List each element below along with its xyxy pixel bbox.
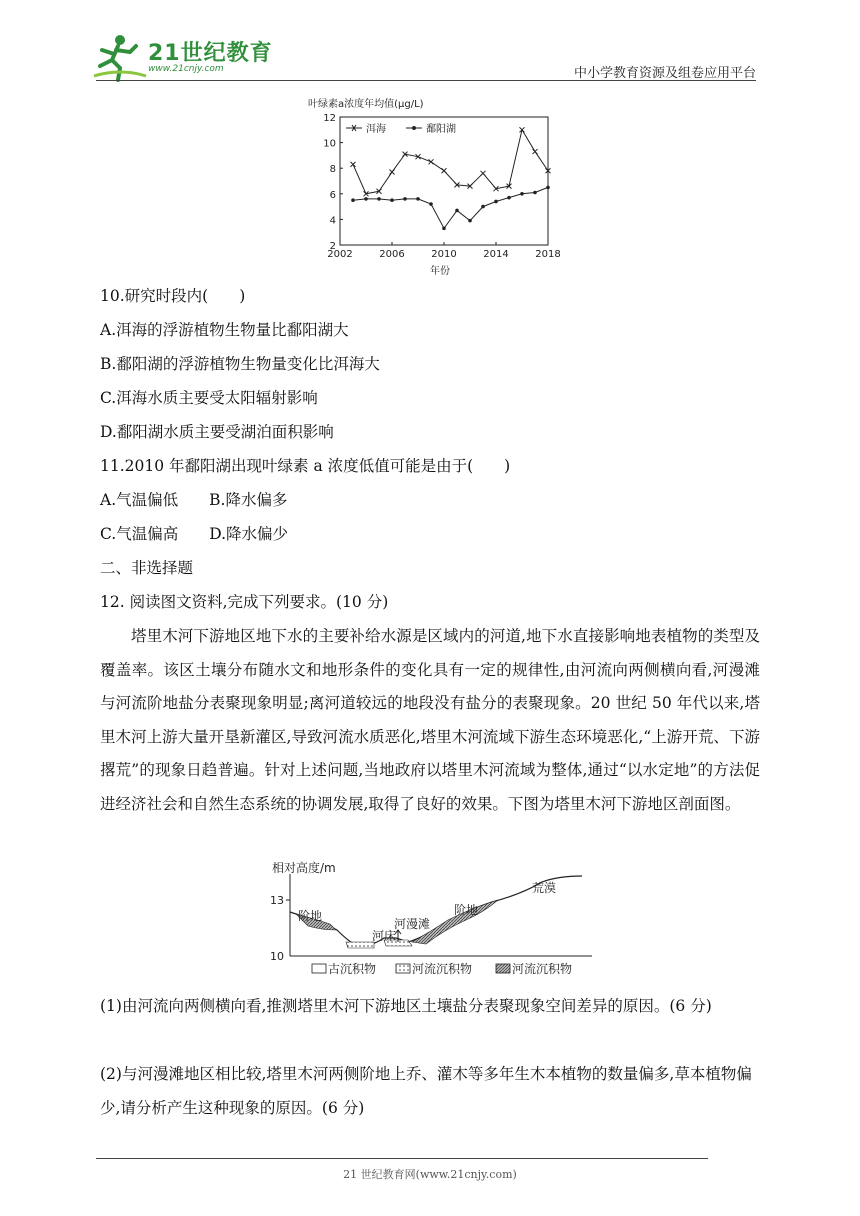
q11-options-cd: C.气温偏高 D.降水偏少 bbox=[100, 525, 289, 543]
data-point-x bbox=[442, 168, 447, 173]
data-point-dot bbox=[481, 205, 485, 209]
q12-passage-text: 塔里木河下游地区地下水的主要补给水源是区域内的河道,地下水直接影响地表植物的类型及覆盖率。该区土壤分布随水文和地形条件的变化具有一定的规律性,由河流向两侧横向看,河漫滩与河流阶地盐分表聚现象明显;离河道较远的地段没有盐分的表聚现象。20 世纪 50 年代以来,塔里木河上游大量开垦新灌区,导致河流水质恶化,塔里木河流域下游生态环境恶化,“上游开荒、下游撂荒”的现象日趋普遍。针对上述问题,当地政府以塔里木河流域为整体,通过“以水定地”的方法促进经济社会和自然生态系统的协调发展,取得了良好的效果。下图为塔里木河下游地区剖面图。 bbox=[100, 627, 760, 813]
data-point-dot bbox=[468, 219, 472, 223]
q12-passage bbox=[100, 620, 760, 821]
profile-y10: 10 bbox=[270, 950, 284, 963]
profile-y13: 13 bbox=[270, 894, 284, 907]
chart-frame bbox=[340, 117, 548, 245]
profile-ylabel: 相对高度/m bbox=[272, 861, 336, 875]
page-footer: 21 世纪教育网(www.21cnjy.com) bbox=[343, 1168, 517, 1181]
question-12: 12. 阅读图文资料,完成下列要求。(10 分) bbox=[100, 593, 389, 611]
y-tick-label: 8 bbox=[329, 164, 336, 176]
q10-option-d: D.鄱阳湖水质主要受湖泊面积影响 bbox=[100, 423, 334, 441]
q12-sub-1: (1)由河流向两侧横向看,推测塔里木河下游地区土壤盐分表聚现象空间差异的原因。(6 分) bbox=[100, 997, 712, 1015]
x-tick-label: 2010 bbox=[431, 249, 457, 260]
legend-river-deposit-2: 河流沉积物 bbox=[512, 962, 573, 976]
legend-river-deposit: 河流沉积物 bbox=[412, 962, 473, 976]
label-riverbed: 河床 bbox=[372, 929, 397, 943]
data-point-dot bbox=[351, 198, 355, 202]
data-point-x bbox=[390, 170, 395, 175]
x-tick-label: 2014 bbox=[483, 249, 509, 260]
logo-url: www.21cnjy.com bbox=[148, 64, 224, 74]
legend-label: 洱海 bbox=[366, 124, 386, 135]
label-desert: 荒漠 bbox=[532, 881, 557, 895]
page-header bbox=[0, 0, 860, 90]
series-line bbox=[353, 187, 548, 228]
data-point-dot bbox=[546, 186, 550, 190]
header-divider bbox=[96, 80, 756, 81]
runner-logo-icon bbox=[90, 32, 150, 82]
q10-option-c: C.洱海水质主要受太阳辐射影响 bbox=[100, 389, 318, 407]
question-11: 11.2010 年鄱阳湖出现叶绿素 a 浓度低值可能是由于( ) bbox=[100, 457, 511, 475]
q10-option-a: A.洱海的浮游植物生物量比鄱阳湖大 bbox=[100, 321, 349, 339]
y-tick-label: 12 bbox=[323, 113, 336, 124]
legend-ancient: 古沉积物 bbox=[328, 962, 377, 976]
label-terrace-left: 阶地 bbox=[298, 909, 323, 923]
footer-divider bbox=[96, 1158, 708, 1159]
label-floodplain: 河漫滩 bbox=[394, 917, 431, 931]
q10-option-b: B.鄱阳湖的浮游植物生物量变化比洱海大 bbox=[100, 355, 380, 373]
y-tick-label: 10 bbox=[323, 138, 336, 150]
x-tick-label: 2006 bbox=[379, 249, 405, 260]
y-tick-label: 4 bbox=[329, 215, 336, 227]
data-point-dot bbox=[416, 197, 420, 201]
data-point-x bbox=[533, 149, 538, 154]
data-point-x bbox=[351, 162, 356, 167]
question-10: 10.研究时段内( ) bbox=[100, 287, 246, 305]
series-line bbox=[353, 130, 548, 194]
tarim-profile-diagram bbox=[262, 856, 602, 982]
data-point-dot bbox=[390, 198, 394, 202]
x-tick-label: 2002 bbox=[327, 249, 353, 260]
data-point-x bbox=[429, 159, 434, 164]
legend-label: 鄱阳湖 bbox=[426, 124, 456, 135]
data-point-x bbox=[481, 171, 486, 176]
chart-xlabel: 年份 bbox=[430, 266, 450, 277]
x-tick-label: 2018 bbox=[535, 249, 561, 260]
data-point-dot bbox=[507, 196, 511, 200]
legend-marker-dot bbox=[412, 126, 416, 130]
y-tick-label: 2 bbox=[329, 241, 336, 252]
data-point-dot bbox=[533, 191, 537, 195]
section-title: 二、非选择题 bbox=[100, 559, 194, 577]
y-tick-label: 6 bbox=[329, 189, 336, 201]
data-point-dot bbox=[403, 197, 407, 201]
data-point-dot bbox=[494, 200, 498, 204]
data-point-dot bbox=[377, 197, 381, 201]
header-tagline: 中小学教育资源及组卷应用平台 bbox=[573, 66, 756, 81]
chart-ylabel: 叶绿素a浓度年均值(μg/L) bbox=[308, 99, 424, 110]
data-point-dot bbox=[364, 197, 368, 201]
data-point-dot bbox=[520, 192, 524, 196]
label-terrace-right: 阶地 bbox=[454, 903, 479, 917]
chlorophyll-line-chart bbox=[300, 95, 570, 277]
logo-text: 21世纪教育 bbox=[148, 41, 273, 66]
q11-options-ab: A.气温偏低 B.降水偏多 bbox=[100, 491, 288, 509]
data-point-dot bbox=[442, 227, 446, 231]
data-point-dot bbox=[429, 202, 433, 206]
data-point-dot bbox=[455, 209, 459, 213]
q12-sub-2: (2)与河漫滩地区相比较,塔里木河两侧阶地上乔、灌木等多年生木本植物的数量偏多,草本植物偏少,请分析产生这种现象的原因。(6 分) bbox=[100, 1065, 752, 1117]
